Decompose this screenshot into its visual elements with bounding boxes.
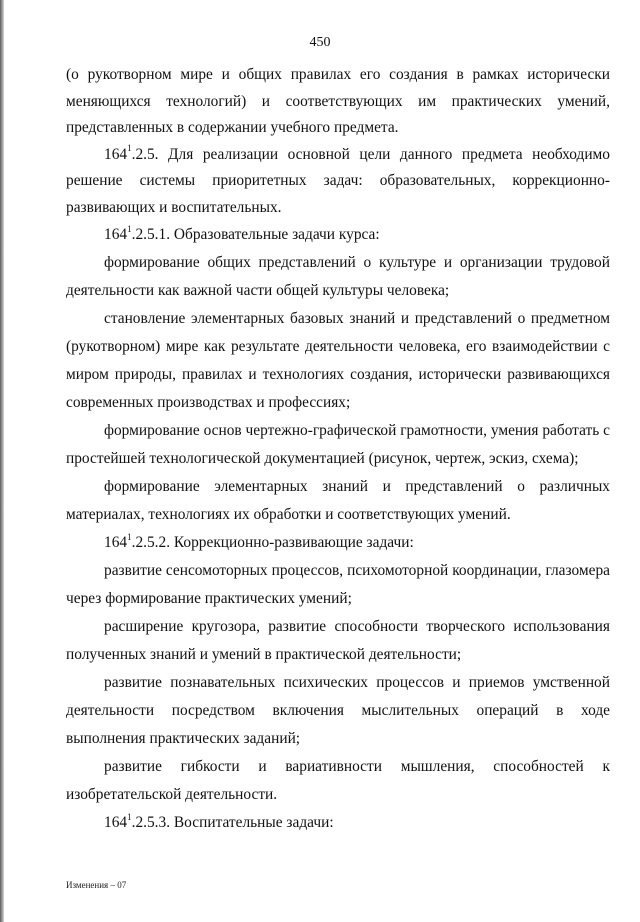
paragraph-9: развитие сенсомоторных процессов, психомоторной координации, глазомера через формирование практических умений; <box>66 562 610 607</box>
paragraph-4: формирование общих представлений о культуре и организации трудовой деятельности как важной части общей культуры человека; <box>66 254 610 299</box>
paragraph-7: формирование элементарных знаний и представлений о различных материалах, технологиях их обработки и соответствующих умений. <box>66 478 610 523</box>
page-number: 450 <box>309 35 331 50</box>
paragraph-8-heading: $164^1.2.5.2$. Коррекционно-развивающие задачи: <box>104 531 414 551</box>
paragraph-5: становление элементарных базовых знаний и представлений о предметном (рукотворном) мире как результате деятельности человека, его взаимодействии с миром природы, правилах и технологиях создания, исторически развивающихся современных производствах и профессиях; <box>66 310 610 411</box>
paragraph-13-heading: $164^1.2.5.3$. Воспитательные задачи: <box>104 811 334 831</box>
paragraph-2: $164^1.2.5$. Для реализации основной цели данного предмета необходимо решение системы приоритетных задач: образовательных, коррекционно-развивающих и воспитательных. <box>66 143 610 216</box>
paragraph-1: (о рукотворном мире и общих правилах его создания в рамках исторически меняющихся технологий) и соответствующих им практических умений, представленных в содержании учебного предмета. <box>66 66 610 136</box>
paragraph-12: развитие гибкости и вариативности мышления, способностей к изобретательской деятельности. <box>66 758 610 803</box>
paragraph-3-heading: $164^1.2.5.1$. Образовательные задачи курса: <box>104 223 380 243</box>
footer-revision: Изменения – 07 <box>66 880 127 890</box>
scan-edge <box>0 0 4 922</box>
paragraph-6: формирование основ чертежно-графической грамотности, умения работать с простейшей технологической документацией (рисунок, чертеж, эскиз, схема); <box>66 422 610 467</box>
document-body <box>66 62 610 837</box>
paragraph-10: расширение кругозора, развитие способности творческого использования полученных знаний и умений в практической деятельности; <box>66 618 610 663</box>
paragraph-11: развитие познавательных психических процессов и приемов умственной деятельности посредством включения мыслительных операций в ходе выполнения практических заданий; <box>66 674 610 747</box>
